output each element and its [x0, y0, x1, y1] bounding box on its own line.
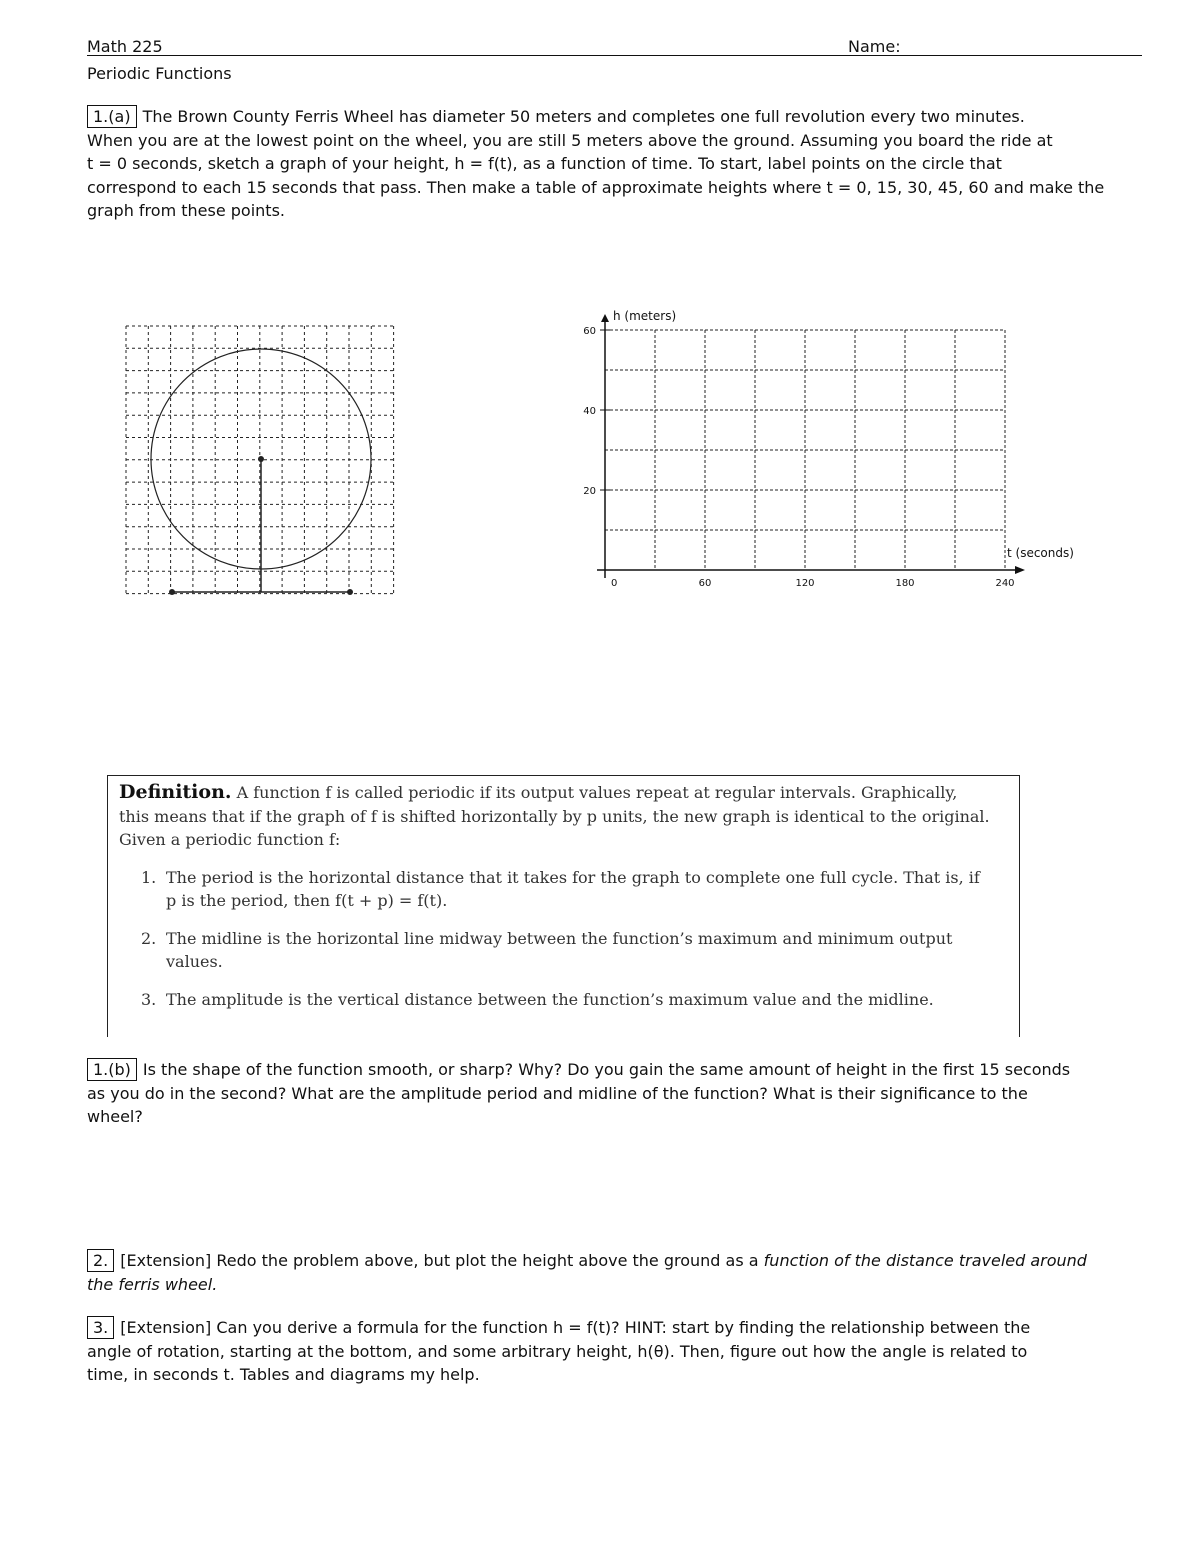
- q1a-line2: When you are at the lowest point on the wheel, you are still 5 meters above the ground. Assuming you board the ride at: [87, 130, 1053, 150]
- question-3: [87, 1316, 1157, 1387]
- topic-title: Periodic Functions: [87, 64, 232, 83]
- item-number: 2.: [141, 928, 157, 948]
- y-tick-label: 20: [583, 486, 596, 497]
- q2-line2: the ferris wheel.: [87, 1274, 218, 1294]
- item-number: 3.: [141, 989, 157, 1009]
- question-1b: [87, 1058, 1157, 1129]
- ground-endpoint-right: [347, 589, 353, 595]
- wheel-hub: [258, 456, 264, 462]
- y-axis-label: h (meters): [613, 309, 677, 323]
- definition-item-amplitude: [119, 988, 1009, 1012]
- x-axis-arrow: [1015, 566, 1025, 574]
- x-tick-label: 120: [795, 578, 815, 589]
- q1a-label: 1.(a): [87, 105, 137, 128]
- definition-intro-line3: Given a periodic function f:: [119, 830, 341, 849]
- item-line: The period is the horizontal distance that it takes for the graph to complete one full cycle. That is, if: [166, 867, 980, 887]
- q1a-line5: graph from these points.: [87, 201, 285, 220]
- definition-intro-line1: A function f is called periodic if its output values repeat at regular intervals. Graphically,: [236, 783, 958, 802]
- q1a-line3: t = 0 seconds, sketch a graph of your height, h = f(t), as a function of time. To start, label points on the circle that: [87, 154, 1002, 173]
- item-line: The midline is the horizontal line midway between the function’s maximum and minimum output: [166, 928, 953, 948]
- x-tick-label: 0: [611, 578, 618, 589]
- x-tick-label: 240: [995, 578, 1015, 589]
- q1b-line3: wheel?: [87, 1107, 143, 1126]
- q1a-line1: The Brown County Ferris Wheel has diameter 50 meters and completes one full revolution every two minutes.: [142, 107, 1025, 126]
- y-tick-label: 40: [583, 406, 596, 417]
- x-tick-label: 60: [698, 578, 712, 589]
- q3-line2: angle of rotation, starting at the bottom, and some arbitrary height, h(θ). Then, figure out how the angle is related to: [87, 1341, 1028, 1361]
- height-time-graph: [575, 300, 1095, 600]
- item-number: 1.: [141, 867, 157, 887]
- ground-endpoint-left: [169, 589, 175, 595]
- definition-title: Definition.: [119, 781, 232, 803]
- q1b-label: 1.(b): [87, 1058, 137, 1081]
- name-label: Name:: [848, 37, 901, 56]
- q1b-line2: as you do in the second? What are the amplitude period and midline of the function? What is their significance to the: [87, 1083, 1028, 1103]
- header-rule: [87, 55, 1142, 56]
- item-line: values.: [166, 952, 223, 971]
- course-title: Math 225: [87, 37, 163, 56]
- q3-line1: [Extension] Can you derive a formula for the function h = f(t)? HINT: start by finding the relationship between the: [120, 1318, 1031, 1337]
- y-axis-arrow: [601, 314, 609, 322]
- item-line: The amplitude is the vertical distance between the function’s maximum value and the midline.: [166, 989, 934, 1009]
- q3-label: 3.: [87, 1316, 114, 1339]
- plot-tick-labels: [583, 326, 1014, 589]
- definition-intro-line2: this means that if the graph of f is shifted horizontally by p units, the new graph is identical to the original.: [119, 806, 990, 826]
- definition-item-period: [119, 866, 1009, 913]
- x-tick-label: 180: [895, 578, 915, 589]
- y-tick-label: 60: [583, 326, 596, 337]
- definition-list: [119, 866, 1009, 1012]
- x-axis-label: t (seconds): [1007, 546, 1074, 560]
- q1a-line4: correspond to each 15 seconds that pass. Then make a table of approximate heights where t = 0, 15, 30, 45, 60 and make the: [87, 177, 1105, 197]
- q1b-line1: Is the shape of the function smooth, or sharp? Why? Do you gain the same amount of height in the first 15 seconds: [142, 1060, 1071, 1079]
- plot-grid: [605, 330, 1005, 570]
- question-2: [87, 1249, 1157, 1296]
- definition-box: [107, 775, 1020, 1037]
- q2-line1: [Extension] Redo the problem above, but plot the height above the ground as a: [120, 1251, 759, 1270]
- q2-label: 2.: [87, 1249, 114, 1272]
- q3-line3: time, in seconds t. Tables and diagrams my help.: [87, 1365, 480, 1384]
- question-1a: [87, 105, 1157, 223]
- item-line: p is the period, then f(t + p) = f(t).: [166, 891, 448, 910]
- definition-item-midline: [119, 927, 1009, 974]
- plot-axes: [597, 314, 1025, 578]
- ferris-wheel-diagram: [120, 320, 400, 600]
- q2-line1-italic: function of the distance traveled around: [763, 1251, 1087, 1270]
